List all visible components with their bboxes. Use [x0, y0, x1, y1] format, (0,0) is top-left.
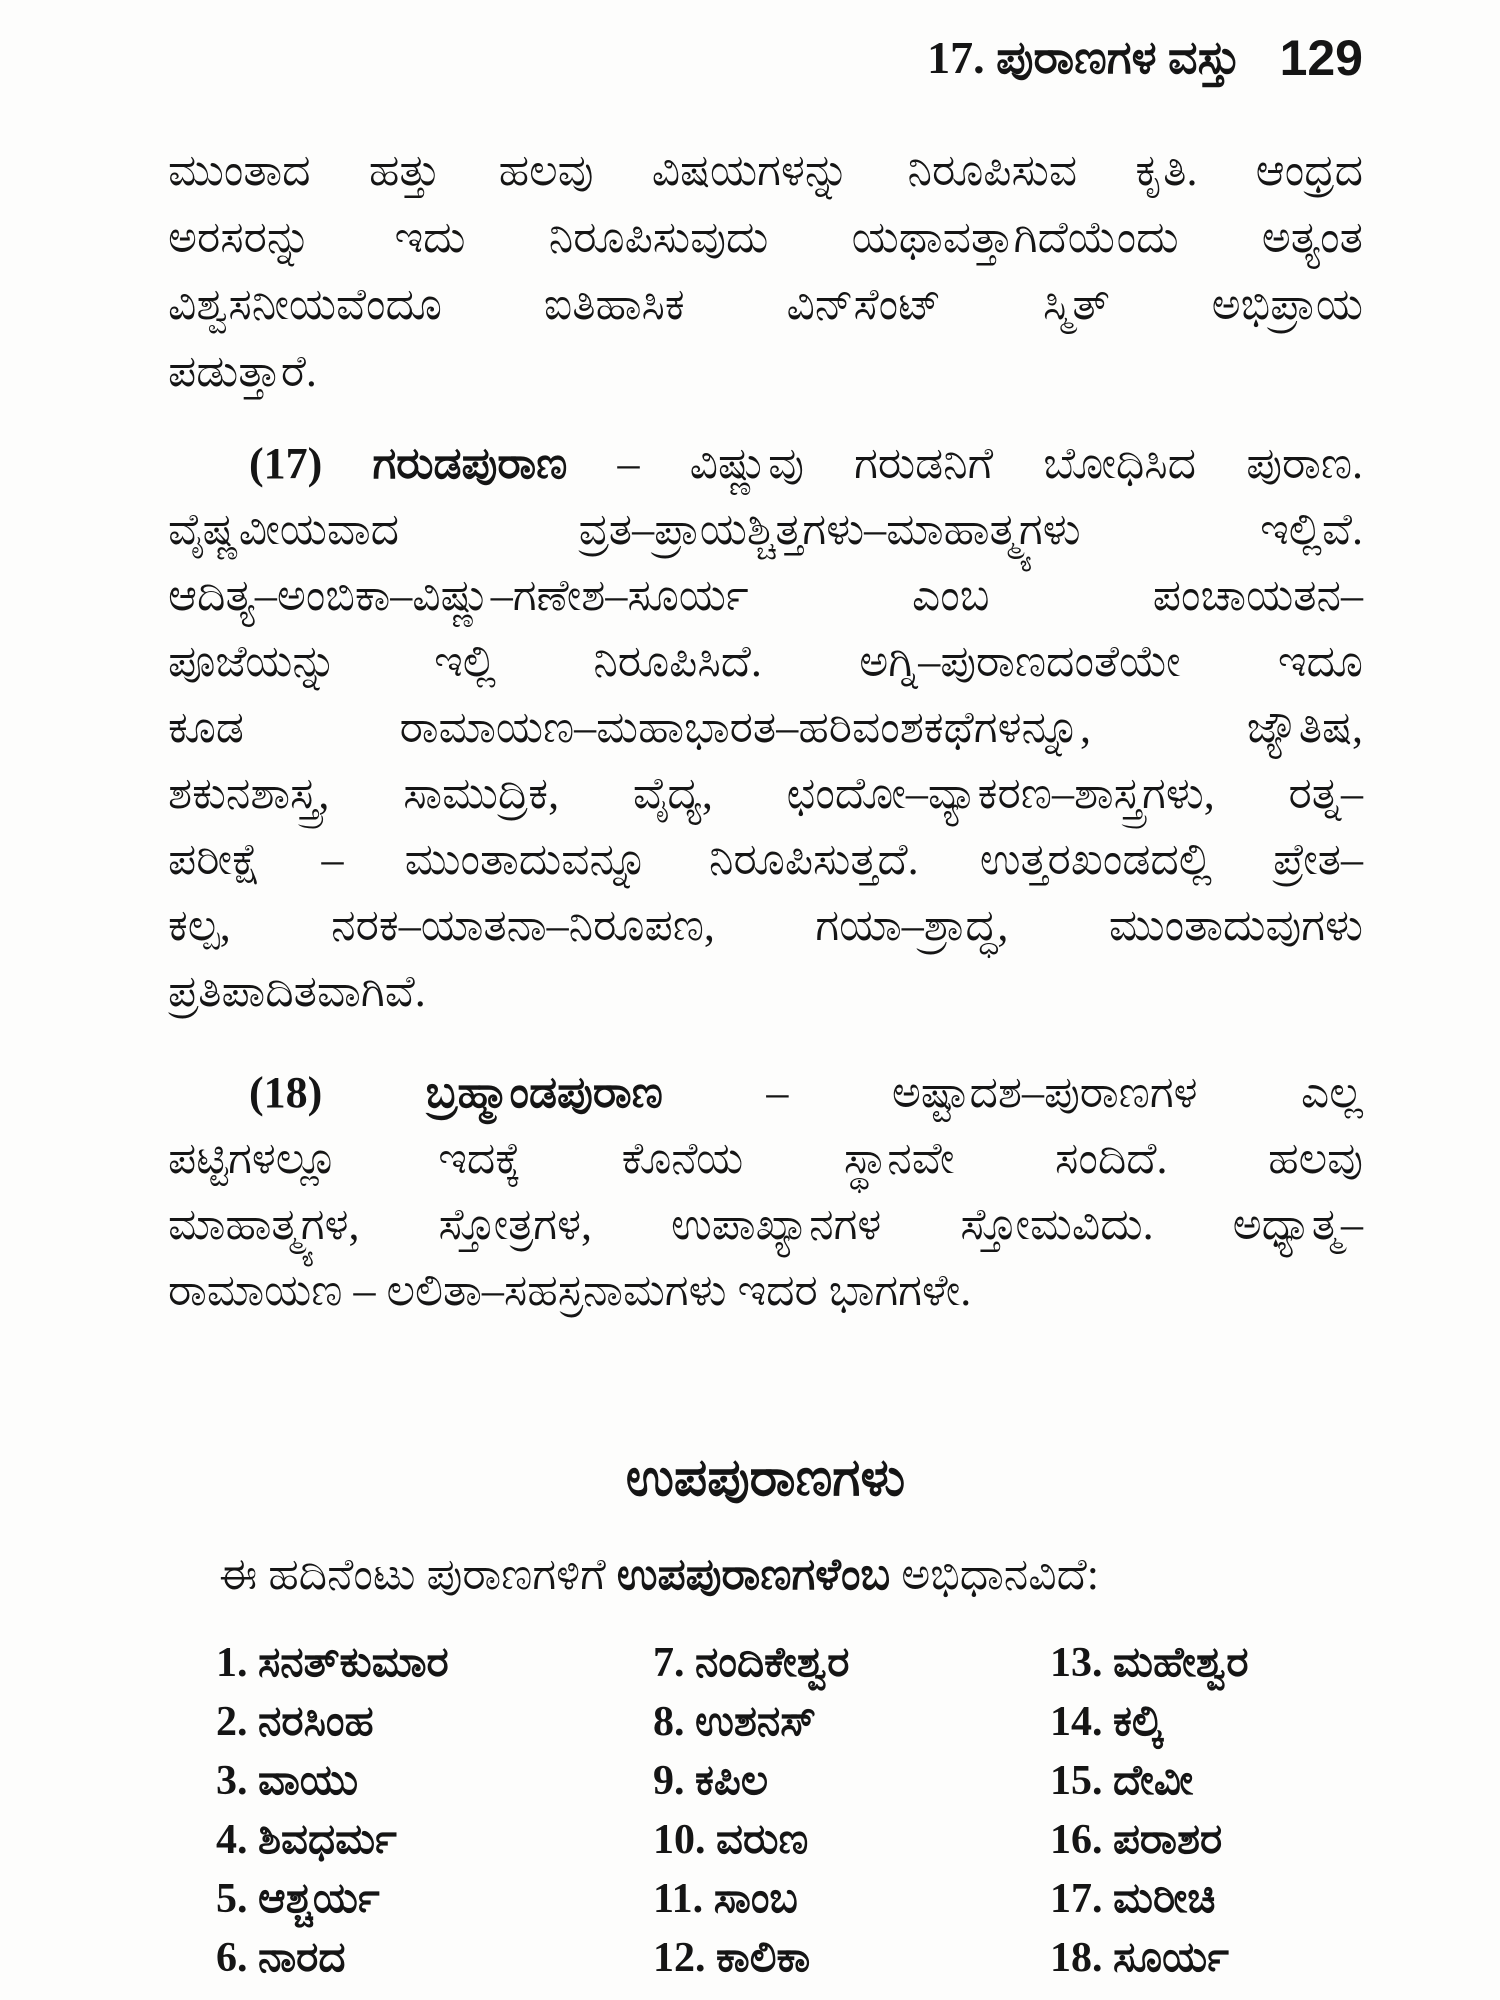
item-number: 16.: [1050, 1817, 1103, 1863]
list-item: [1050, 1870, 1363, 1929]
item-name: ವರುಣ: [716, 1817, 809, 1863]
list-item: [1050, 1929, 1363, 1988]
item-name: ಸನತ್‌ಕುಮಾರ: [258, 1640, 449, 1686]
item-number: 2.: [216, 1699, 248, 1745]
item-number: 4.: [216, 1817, 248, 1863]
item-name: ಮರೀಚಿ: [1113, 1876, 1216, 1922]
text-line: ಪಡುತ್ತಾರೆ.: [168, 347, 317, 396]
item-number: 3.: [216, 1758, 248, 1804]
intro-text: ಅಭಿಧಾನವಿದೆ:: [901, 1550, 1100, 1599]
item-name: ಪರಾಶರ: [1113, 1817, 1223, 1863]
item-name: ನರಸಿಂಹ: [258, 1699, 374, 1745]
lead-term: ಬ್ರಹ್ಮಾಂಡಪುರಾಣ: [425, 1068, 663, 1117]
line-text: – ವಿಷ್ಣುವು ಗರುಡನಿಗೆ ಬೋಧಿಸಿದ ಪುರಾಣ.: [617, 439, 1364, 488]
section-heading: ಉಪಪುರಾಣಗಳು: [625, 1450, 906, 1507]
item-name: ನಂದಿಕೇಶ್ವರ: [695, 1640, 850, 1686]
text-line: ಶಕುನಶಾಸ್ತ್ರ, ಸಾಮುದ್ರಿಕ, ವೈದ್ಯ, ಛಂದೋ–ವ್ಯಾಕರಣ–ಶಾಸ್ತ್ರಗಳು, ರತ್ನ–: [168, 769, 1363, 818]
item-number: 7.: [653, 1640, 685, 1686]
intro-text: ಈ ಹದಿನೆಂಟು ಪುರಾಣಗಳಿಗೆ: [219, 1550, 606, 1599]
intro-bold-term: ಉಪಪುರಾಣಗಳೆಂಬ: [616, 1550, 891, 1599]
list-item: [1050, 1634, 1363, 1693]
paragraph-continuation: [168, 137, 1363, 405]
item-number: 15.: [1050, 1758, 1103, 1804]
item-number: 10.: [653, 1817, 706, 1863]
item-name: ಸೂರ್ಯ: [1113, 1935, 1229, 1981]
item-number: 6.: [216, 1935, 248, 1981]
list-item: [653, 1634, 1050, 1693]
list-item: [216, 1811, 653, 1870]
list-item: [653, 1752, 1050, 1811]
list-item: [216, 1693, 653, 1752]
text-line: ವೈಷ್ಣವೀಯವಾದ ವ್ರತ–ಪ್ರಾಯಶ್ಚಿತ್ತಗಳು–ಮಾಹಾತ್ಮ್ಯಗಳು ಇಲ್ಲಿವೆ.: [168, 505, 1363, 554]
lead-term: ಗರುಡಪುರಾಣ: [372, 439, 568, 488]
item-number: 18.: [1050, 1935, 1103, 1981]
item-name: ಕಪಿಲ: [695, 1758, 769, 1804]
running-head: [168, 22, 1363, 94]
item-number: 5.: [216, 1876, 248, 1922]
text-line: ರಾಮಾಯಣ – ಲಲಿತಾ–ಸಹಸ್ರನಾಮಗಳು ಇದರ ಭಾಗಗಳೇ.: [168, 1266, 972, 1315]
list-item: [216, 1929, 653, 1988]
item-name: ಶಿವಧರ್ಮ: [258, 1817, 397, 1863]
lead-number: (18): [249, 1068, 323, 1117]
item-name: ಸಾಂಬ: [713, 1876, 798, 1922]
upapurana-column-2: [653, 1634, 1050, 1988]
list-item: [653, 1929, 1050, 1988]
lead-number: (17): [249, 439, 323, 488]
list-item: [216, 1634, 653, 1693]
list-item: [1050, 1811, 1363, 1870]
text-line: ಪರೀಕ್ಷೆ – ಮುಂತಾದುವನ್ನೂ ನಿರೂಪಿಸುತ್ತದೆ. ಉತ್ತರಖಂಡದಲ್ಲಿ ಪ್ರೇತ–: [168, 835, 1363, 884]
list-item: [1050, 1693, 1363, 1752]
list-item: [216, 1752, 653, 1811]
text-line: ಕಲ್ಪ, ನರಕ–ಯಾತನಾ–ನಿರೂಪಣ, ಗಯಾ–ಶ್ರಾದ್ಧ, ಮುಂತಾದುವುಗಳು: [168, 901, 1363, 950]
item-name: ಉಶನಸ್: [695, 1699, 817, 1745]
list-item: [1050, 1752, 1363, 1811]
text-line: ಪೂಜೆಯನ್ನು ಇಲ್ಲಿ ನಿರೂಪಿಸಿದೆ. ಅಗ್ನಿ–ಪುರಾಣದಂತೆಯೇ ಇದೂ: [168, 637, 1363, 686]
list-item: [653, 1870, 1050, 1929]
text-line: ಪಟ್ಟಿಗಳಲ್ಲೂ ಇದಕ್ಕೆ ಕೊನೆಯ ಸ್ಥಾನವೇ ಸಂದಿದೆ. ಹಲವು: [168, 1134, 1363, 1183]
item-name: ನಾರದ: [258, 1935, 346, 1981]
text-line: [168, 1060, 1363, 1126]
text-line: ಮಾಹಾತ್ಮ್ಯಗಳ, ಸ್ತೋತ್ರಗಳ, ಉಪಾಖ್ಯಾನಗಳ ಸ್ತೋಮವಿದು. ಅಧ್ಯಾತ್ಮ–: [168, 1200, 1363, 1249]
item-name: ಆಶ್ಚರ್ಯ: [258, 1876, 380, 1922]
text-line: ಅರಸರನ್ನು ಇದು ನಿರೂಪಿಸುವುದು ಯಥಾವತ್ತಾಗಿದೆಯೆಂದು ಅತ್ಯಂತ: [168, 213, 1363, 262]
item-number: 13.: [1050, 1640, 1103, 1686]
paragraph-brahmanda-purana: [168, 1060, 1363, 1324]
item-number: 1.: [216, 1640, 248, 1686]
item-name: ವಾಯು: [258, 1758, 359, 1804]
chapter-title: 17. ಪುರಾಣಗಳ ವಸ್ತು: [927, 31, 1241, 83]
text-line: [168, 431, 1363, 497]
list-item: [216, 1870, 653, 1929]
intro-line: [168, 1542, 1363, 1608]
item-name: ಕಾಲಿಕಾ: [716, 1935, 811, 1981]
text-line: ಆದಿತ್ಯ–ಅಂಬಿಕಾ–ವಿಷ್ಣು–ಗಣೇಶ–ಸೂರ್ಯ ಎಂಬ ಪಂಚಾಯತನ–: [168, 571, 1363, 620]
item-name: ದೇವೀ: [1113, 1758, 1194, 1804]
text-line: ಪ್ರತಿಪಾದಿತವಾಗಿವೆ.: [168, 967, 426, 1016]
item-number: 12.: [653, 1935, 706, 1981]
item-name: ಕಲ್ಕಿ: [1113, 1699, 1163, 1745]
upapurana-column-1: [216, 1634, 653, 1988]
text-line: ವಿಶ್ವಸನೀಯವೆಂದೂ ಐತಿಹಾಸಿಕ ವಿನ್‌ಸೆಂಟ್ ಸ್ಮಿತ್ ಅಭಿಪ್ರಾಯ: [168, 280, 1363, 329]
text-line: ಕೂಡ ರಾಮಾಯಣ–ಮಹಾಭಾರತ–ಹರಿವಂಶಕಥೆಗಳನ್ನೂ, ಜ್ಯೌತಿಷ,: [168, 703, 1363, 752]
list-item: [653, 1811, 1050, 1870]
item-name: ಮಹೇಶ್ವರ: [1113, 1640, 1249, 1686]
page-number: 129: [1279, 30, 1363, 86]
text-line: ಮುಂತಾದ ಹತ್ತು ಹಲವು ವಿಷಯಗಳನ್ನು ನಿರೂಪಿಸುವ ಕೃತಿ. ಆಂಧ್ರದ: [168, 146, 1363, 195]
paragraph-garuda-purana: [168, 431, 1363, 1025]
item-number: 9.: [653, 1758, 685, 1804]
upapurana-column-3: [1050, 1634, 1363, 1988]
item-number: 17.: [1050, 1876, 1103, 1922]
item-number: 11.: [653, 1876, 704, 1922]
list-item: [653, 1693, 1050, 1752]
item-number: 14.: [1050, 1699, 1103, 1745]
item-number: 8.: [653, 1699, 685, 1745]
line-text: – ಅಷ್ಟಾದಶ–ಪುರಾಣಗಳ ಎಲ್ಲ: [766, 1068, 1363, 1117]
